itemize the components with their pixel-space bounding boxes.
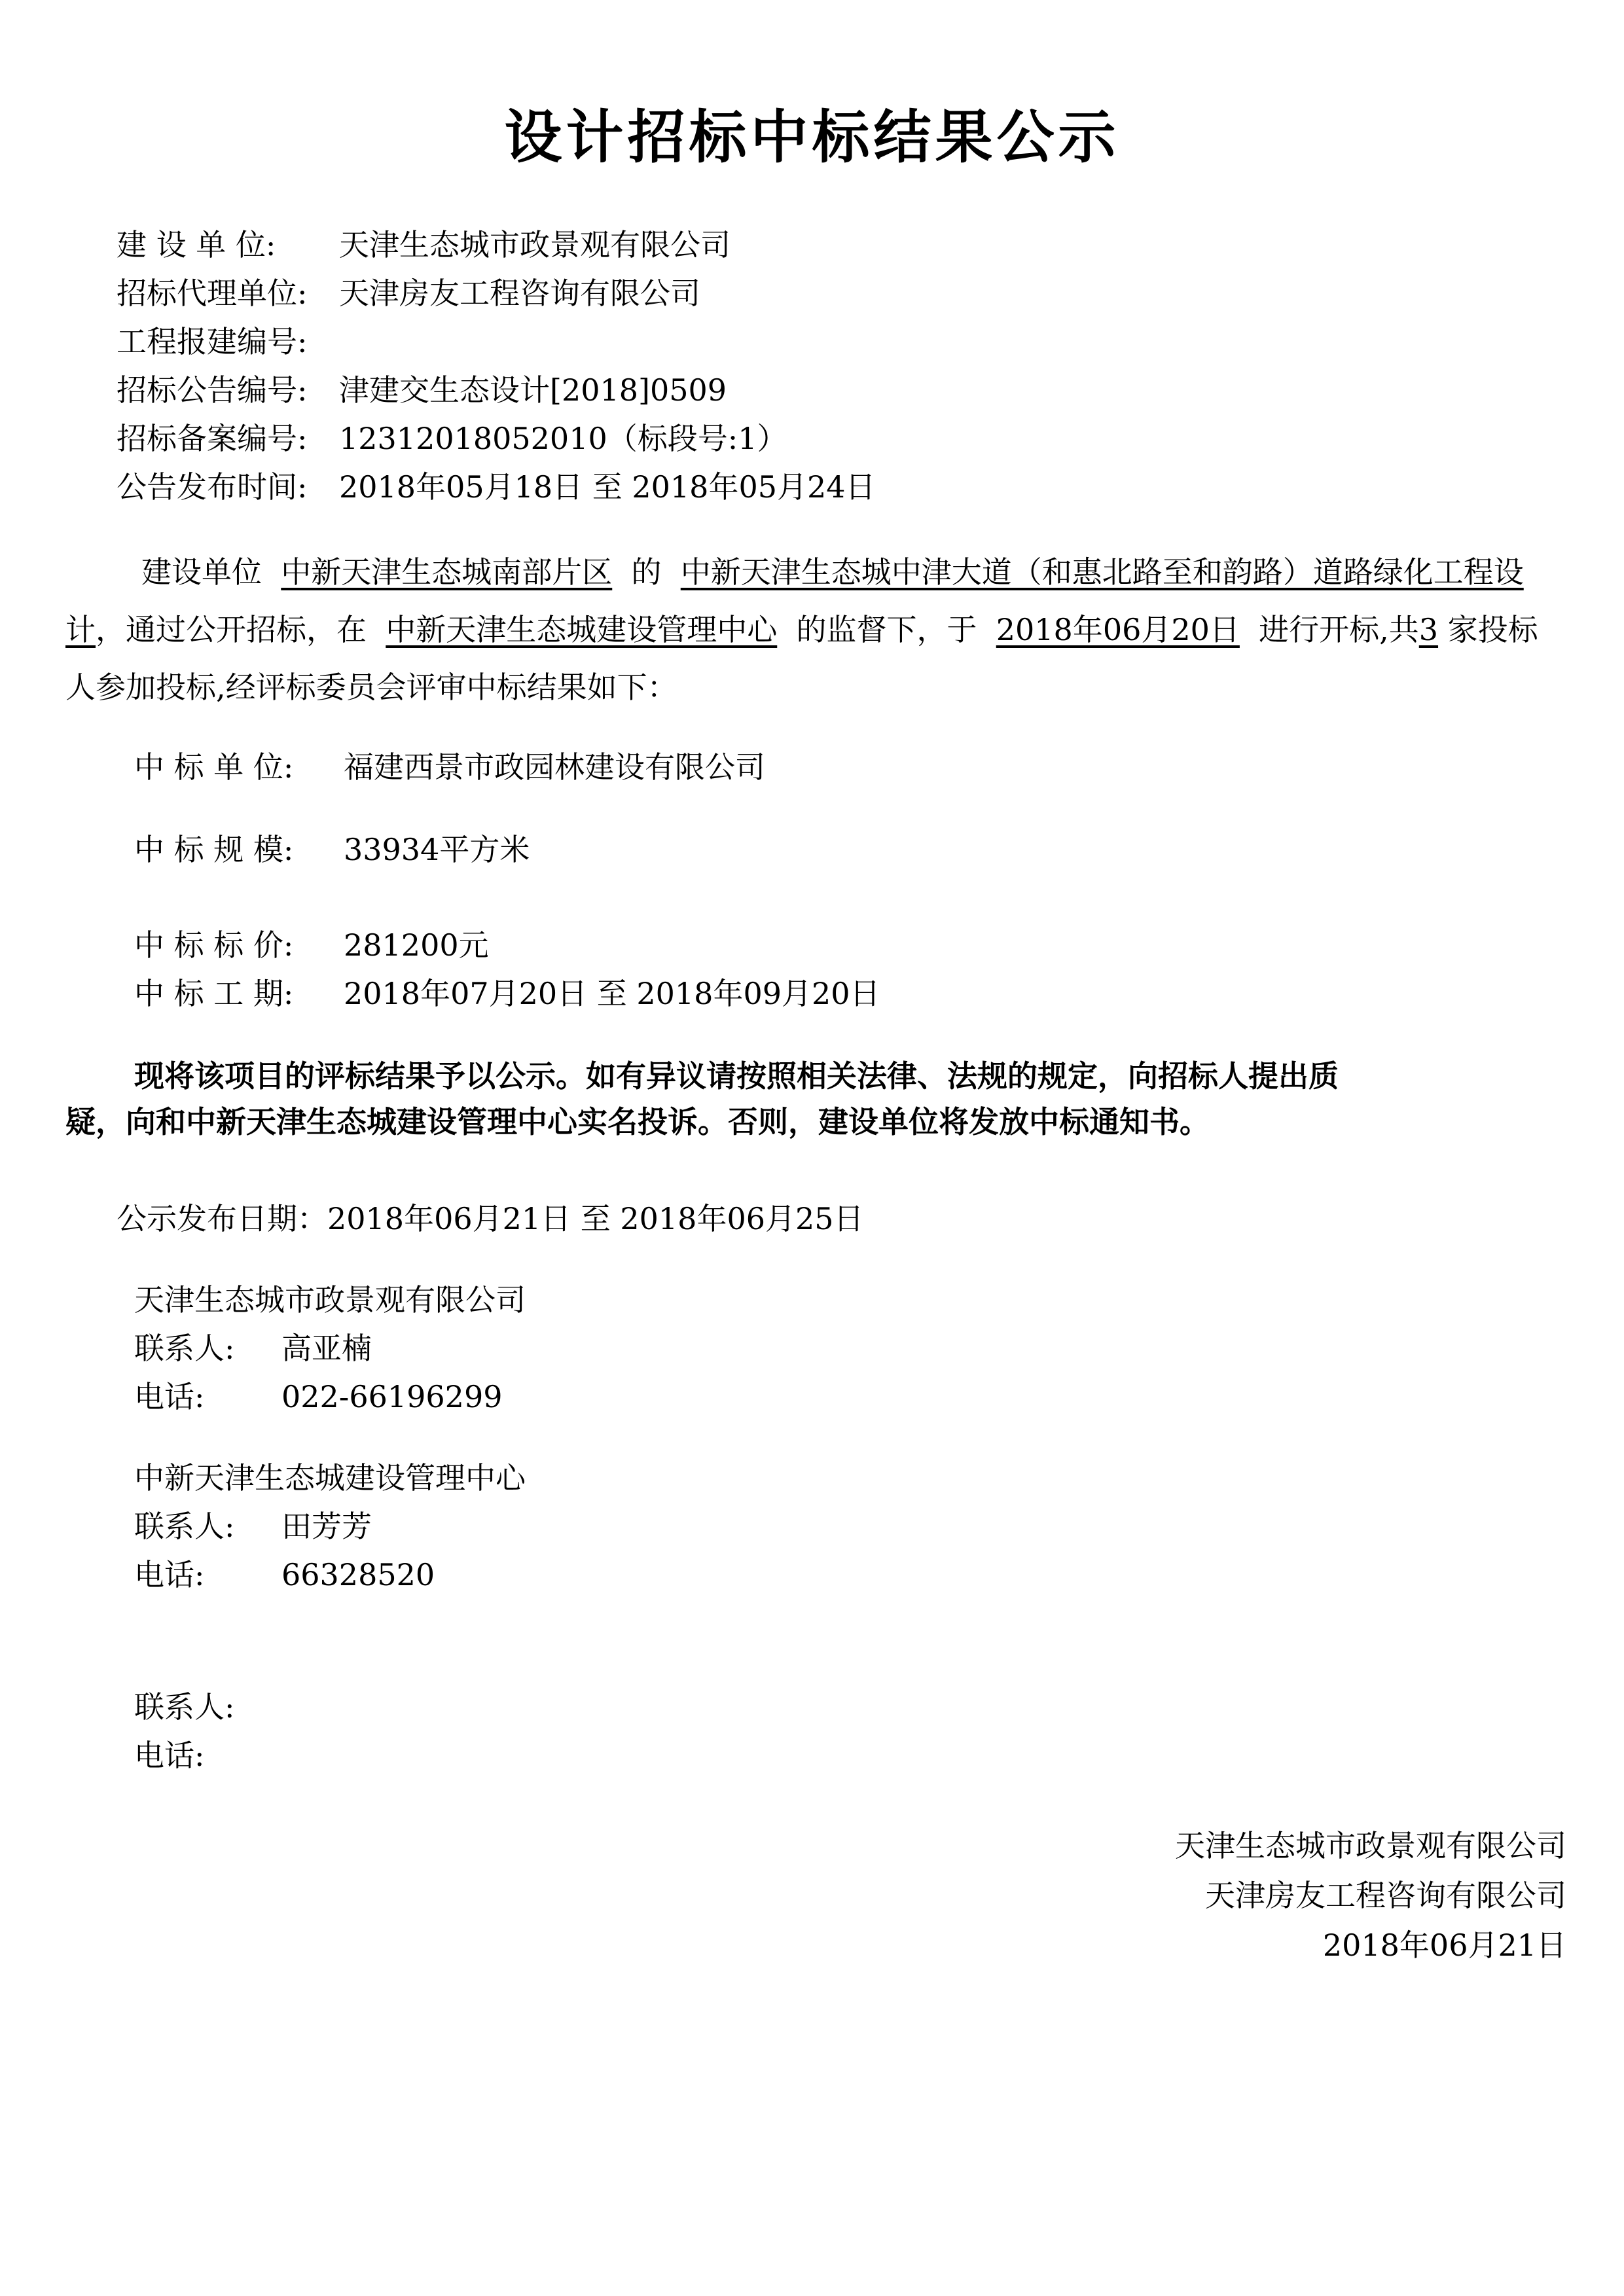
header-value: 天津生态城市政景观有限公司 <box>339 227 731 262</box>
publish-date <box>117 1199 864 1238</box>
contact-person: 高亚楠 <box>281 1331 372 1366</box>
contact-person-row: 联系人: 田芳芳 <box>134 1509 372 1544</box>
header-row-record-no <box>117 419 787 458</box>
header-label: 公告发布时间: <box>117 469 308 505</box>
contact-phone: 66328520 <box>281 1557 435 1592</box>
signature-org-2: 天津房友工程咨询有限公司 <box>1205 1878 1566 1913</box>
result-label: 中 标 工 期: <box>134 976 294 1011</box>
header-value: 天津房友工程咨询有限公司 <box>339 276 700 311</box>
project-name: 中新天津生态城中津大道（和惠北路至和韵路）道路绿化工程设计 <box>65 554 1524 647</box>
header-value: 津建交生态设计[2018]0509 <box>339 372 727 408</box>
intro-paragraph: 建设单位 中新天津生态城南部片区 的 中新天津生态城中津大道（和惠北路至和韵路）道路绿化工程设计，通过公开招标，在 中新天津生态城建设管理中心 的监督下，于 2018年06月20日 进行开标,共3 家投标人参加投标,经评标委员会评审中标结果如下： <box>65 554 1538 705</box>
contact-phone: 022-66196299 <box>281 1379 503 1414</box>
header-row-project-no <box>117 322 339 361</box>
contact-phone-row: 电话: 66328520 <box>134 1557 435 1592</box>
contact-org: 天津生态城市政景观有限公司 <box>134 1282 526 1318</box>
header-label: 工程报建编号: <box>117 324 308 359</box>
contact-org: 中新天津生态城建设管理中心 <box>134 1460 526 1496</box>
signature-date: 2018年06月21日 <box>1322 1928 1566 1963</box>
result-row-winner <box>134 747 765 787</box>
result-row-price <box>134 925 489 965</box>
result-row-scale <box>134 830 530 869</box>
result-label: 中 标 规 模: <box>134 832 294 867</box>
result-label: 中 标 单 位: <box>134 749 294 785</box>
result-label: 中 标 标 价: <box>134 927 294 963</box>
header-value: 12312018052010（标段号:1） <box>339 421 787 456</box>
header-value: 2018年05月18日 至 2018年05月24日 <box>339 469 876 505</box>
result-value: 33934平方米 <box>344 832 530 867</box>
contact-phone-row: 电话: <box>134 1738 205 1773</box>
notice-line-1: 现将该项目的评标结果予以公示。如有异议请按照相关法律、法规的规定，向招标人提出质 <box>134 1058 1339 1094</box>
header-row-notice-no <box>117 370 727 410</box>
bidder-count: 3 <box>1418 612 1439 647</box>
header-row-notice-time <box>117 467 876 507</box>
open-date: 2018年06月20日 <box>996 612 1240 647</box>
result-row-period <box>134 974 880 1013</box>
publish-value: 2018年06月21日 至 2018年06月25日 <box>327 1201 864 1236</box>
contact-person-row: 联系人: <box>134 1689 235 1725</box>
header-row-agent <box>117 274 700 313</box>
header-label: 招标公告编号: <box>117 372 308 408</box>
result-value: 2018年07月20日 至 2018年09月20日 <box>344 976 880 1011</box>
signature-org-1: 天津生态城市政景观有限公司 <box>1175 1828 1566 1863</box>
header-label: 建 设 单 位: <box>117 227 276 262</box>
publish-label: 公示发布日期： <box>117 1201 327 1236</box>
notice-line-2: 疑，向和中新天津生态城建设管理中心实名投诉。否则，建设单位将发放中标通知书。 <box>65 1104 1210 1139</box>
header-label: 招标备案编号: <box>117 421 308 456</box>
result-value: 福建西景市政园林建设有限公司 <box>344 749 765 785</box>
construction-unit: 中新天津生态城南部片区 <box>281 554 613 590</box>
page-title: 设计招标中标结果公示 <box>504 103 1120 171</box>
header-label: 招标代理单位: <box>117 276 308 311</box>
header-row-builder <box>117 225 731 264</box>
result-value: 281200元 <box>344 927 489 963</box>
supervisor: 中新天津生态城建设管理中心 <box>386 612 778 647</box>
contact-person: 田芳芳 <box>281 1509 372 1544</box>
contact-person-row: 联系人: 高亚楠 <box>134 1331 372 1366</box>
contact-phone-row: 电话: 022-66196299 <box>134 1379 503 1414</box>
